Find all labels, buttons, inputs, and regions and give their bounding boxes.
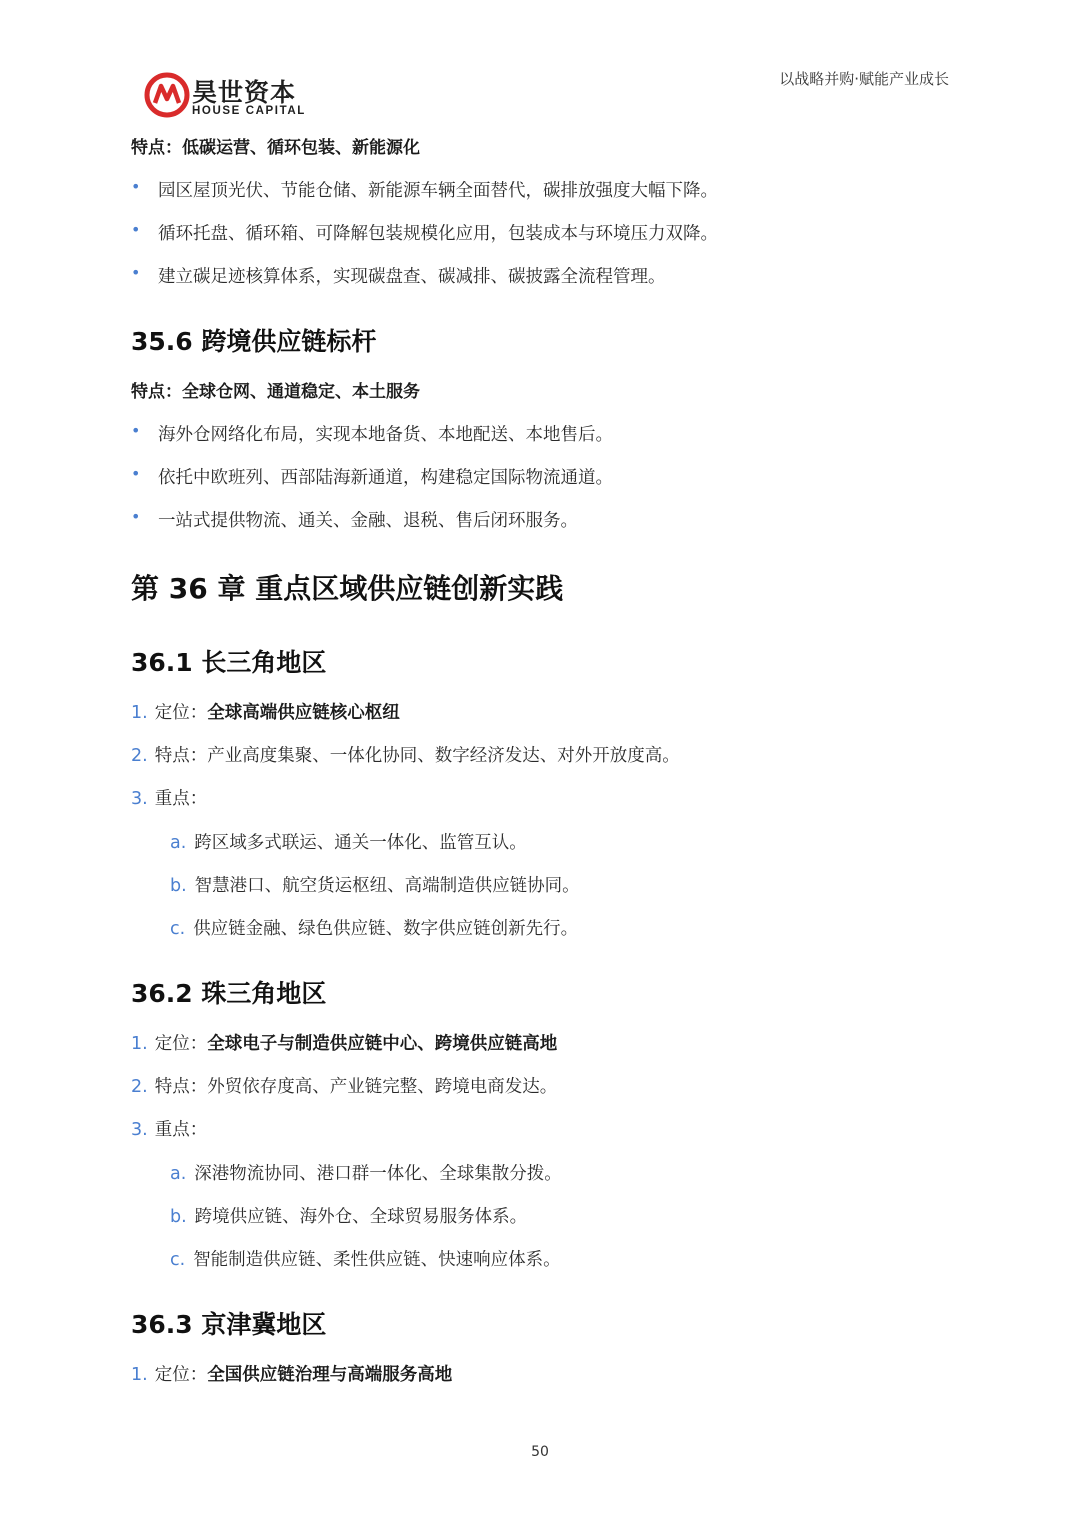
sub-item-text: 深港物流协同、港口群一体化、全球集散分拨。 bbox=[194, 1164, 562, 1184]
numbered-item bbox=[131, 1030, 557, 1055]
item-number: 3. bbox=[131, 789, 148, 809]
bullet-dot: • bbox=[131, 177, 141, 196]
features-line: 特点：全球仓网、通道稳定、本土服务 bbox=[131, 382, 420, 402]
numbered-item bbox=[131, 785, 207, 810]
item-value: 全球电子与制造供应链中心、跨境供应链高地 bbox=[207, 1034, 558, 1054]
sub-item-letter: a. bbox=[170, 833, 187, 853]
bullet-text: 一站式提供物流、通关、金融、退税、售后闭环服务。 bbox=[158, 511, 578, 531]
sub-item-letter: b. bbox=[170, 1207, 187, 1227]
section-heading-36-1: 36.1 长三角地区 bbox=[131, 648, 327, 677]
bullet-text: 循环托盘、循环箱、可降解包装规模化应用，包装成本与环境压力双降。 bbox=[158, 224, 718, 244]
features-line: 特点：低碳运营、循环包装、新能源化 bbox=[131, 138, 420, 158]
item-number: 3. bbox=[131, 1120, 148, 1140]
section-heading-36-3: 36.3 京津冀地区 bbox=[131, 1310, 327, 1339]
section-heading-36-2: 36.2 珠三角地区 bbox=[131, 979, 327, 1008]
sub-item bbox=[170, 915, 578, 940]
sub-item bbox=[170, 1160, 562, 1185]
item-label: 特点：外贸依存度高、产业链完整、跨境电商发达。 bbox=[154, 1077, 558, 1097]
bullet-dot: • bbox=[131, 263, 141, 282]
item-number: 1. bbox=[131, 1034, 148, 1054]
item-label: 重点： bbox=[154, 1120, 208, 1140]
sub-item bbox=[170, 829, 527, 854]
bullet-text: 依托中欧班列、西部陆海新通道，构建稳定国际物流通道。 bbox=[158, 468, 613, 488]
page-number: 50 bbox=[531, 1444, 549, 1460]
chapter-heading-36: 第 36 章 重点区域供应链创新实践 bbox=[131, 572, 564, 605]
sub-item-text: 供应链金融、绿色供应链、数字供应链创新先行。 bbox=[193, 919, 579, 939]
item-label: 定位： bbox=[154, 1365, 208, 1385]
item-number: 1. bbox=[131, 703, 148, 723]
header-slogan: 以战略并购·赋能产业成长 bbox=[779, 70, 949, 88]
numbered-item bbox=[131, 1361, 452, 1386]
sub-item-text: 跨区域多式联运、通关一体化、监管互认。 bbox=[194, 833, 527, 853]
item-label: 重点： bbox=[154, 789, 208, 809]
bullet-dot: • bbox=[131, 220, 141, 239]
sub-item-text: 智能制造供应链、柔性供应链、快速响应体系。 bbox=[193, 1250, 561, 1270]
numbered-item bbox=[131, 1073, 557, 1098]
item-value: 全球高端供应链核心枢纽 bbox=[207, 703, 400, 723]
sub-item-text: 跨境供应链、海外仓、全球贸易服务体系。 bbox=[194, 1207, 528, 1227]
numbered-item bbox=[131, 699, 400, 724]
bullet-dot: • bbox=[131, 464, 141, 483]
bullet-text: 海外仓网络化布局，实现本地备货、本地配送、本地售后。 bbox=[158, 425, 613, 445]
item-label: 定位： bbox=[154, 1034, 208, 1054]
item-number: 2. bbox=[131, 1077, 148, 1097]
item-number: 2. bbox=[131, 746, 148, 766]
sub-item bbox=[170, 1246, 561, 1271]
bullet-text: 园区屋顶光伏、节能仓储、新能源车辆全面替代，碳排放强度大幅下降。 bbox=[158, 181, 718, 201]
sub-item-letter: b. bbox=[170, 876, 187, 896]
item-number: 1. bbox=[131, 1365, 148, 1385]
bullet-dot: • bbox=[131, 421, 141, 440]
bullet-dot: • bbox=[131, 507, 141, 526]
house-capital-logo-icon bbox=[144, 72, 190, 118]
numbered-item bbox=[131, 742, 680, 767]
sub-item-letter: c. bbox=[170, 919, 186, 939]
sub-item bbox=[170, 1203, 527, 1228]
item-label: 特点：产业高度集聚、一体化协同、数字经济发达、对外开放度高。 bbox=[154, 746, 680, 766]
item-label: 定位： bbox=[154, 703, 208, 723]
sub-item bbox=[170, 872, 580, 897]
sub-item-text: 智慧港口、航空货运枢纽、高端制造供应链协同。 bbox=[194, 876, 580, 896]
logo-english-name: HOUSE CAPITAL bbox=[192, 105, 306, 117]
logo-chinese-name: 昊世资本 bbox=[192, 78, 297, 107]
section-heading-35-6: 35.6 跨境供应链标杆 bbox=[131, 327, 377, 356]
item-value: 全国供应链治理与高端服务高地 bbox=[207, 1365, 453, 1385]
numbered-item bbox=[131, 1116, 207, 1141]
bullet-text: 建立碳足迹核算体系，实现碳盘查、碳减排、碳披露全流程管理。 bbox=[158, 267, 666, 287]
house-capital-logo bbox=[144, 72, 314, 122]
sub-item-letter: c. bbox=[170, 1250, 186, 1270]
sub-item-letter: a. bbox=[170, 1164, 187, 1184]
